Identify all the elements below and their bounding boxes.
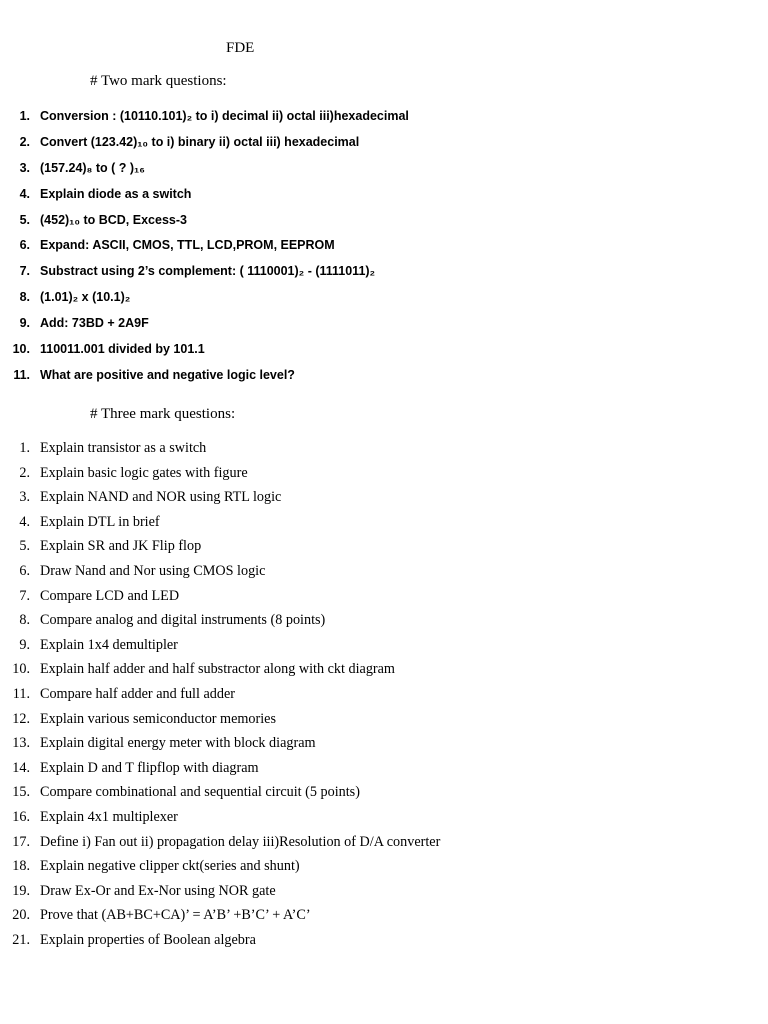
question-text: Expand: ASCII, CMOS, TTL, LCD,PROM, EEPROM xyxy=(40,238,335,253)
question-text: Explain DTL in brief xyxy=(40,513,160,530)
question-number: 2. xyxy=(19,464,30,481)
question-item xyxy=(0,684,620,709)
question-item xyxy=(0,287,600,313)
question-text: Explain D and T flipflop with diagram xyxy=(40,759,259,776)
question-text: Explain basic logic gates with figure xyxy=(40,464,248,481)
question-item xyxy=(0,210,600,236)
question-item xyxy=(0,881,620,906)
question-text: (452)₁₀ to BCD, Excess-3 xyxy=(40,212,187,227)
question-number: 6. xyxy=(19,562,30,579)
question-item xyxy=(0,930,620,955)
question-text: Draw Nand and Nor using CMOS logic xyxy=(40,562,266,579)
question-item xyxy=(0,261,600,287)
question-item xyxy=(0,758,620,783)
question-text: Explain properties of Boolean algebra xyxy=(40,931,256,948)
question-number: 12. xyxy=(12,710,30,727)
question-text: Draw Ex-Or and Ex-Nor using NOR gate xyxy=(40,882,276,899)
question-text: Convert (123.42)₁₀ to i) binary ii) octal iii) hexadecimal xyxy=(40,134,360,149)
question-number: 2. xyxy=(19,134,30,149)
question-number: 3. xyxy=(19,160,30,175)
question-text: Explain half adder and half substractor along with ckt diagram xyxy=(40,661,395,678)
question-item xyxy=(0,438,620,463)
question-item xyxy=(0,487,620,512)
question-text: Compare analog and digital instruments (8 points) xyxy=(40,612,326,629)
question-number: 20. xyxy=(12,907,30,924)
question-item xyxy=(0,659,620,684)
question-number: 19. xyxy=(12,882,30,899)
question-text: Explain 1x4 demultipler xyxy=(40,636,178,653)
question-item xyxy=(0,782,620,807)
question-item xyxy=(0,832,620,857)
two-mark-question-list xyxy=(0,106,600,391)
question-item xyxy=(0,339,600,365)
question-number: 9. xyxy=(19,636,30,653)
question-text: Prove that (AB+BC+CA)’ = A’B’ +B’C’ + A’C’ xyxy=(40,907,311,924)
question-text: Explain negative clipper ckt(series and shunt) xyxy=(40,858,300,875)
question-text: Explain 4x1 multiplexer xyxy=(40,808,178,825)
two-mark-heading: # Two mark questions: xyxy=(90,73,227,89)
question-text: Compare half adder and full adder xyxy=(40,685,235,702)
question-number: 15. xyxy=(12,784,30,801)
question-item xyxy=(0,132,600,158)
question-number: 8. xyxy=(19,290,30,305)
three-mark-question-list xyxy=(0,438,620,954)
question-number: 13. xyxy=(12,735,30,752)
question-number: 7. xyxy=(19,264,30,279)
question-number: 9. xyxy=(19,316,30,331)
question-text: (1.01)₂ x (10.1)₂ xyxy=(40,290,131,305)
question-text: Explain diode as a switch xyxy=(40,186,192,201)
question-item xyxy=(0,235,600,261)
question-number: 10. xyxy=(12,342,30,357)
question-number: 3. xyxy=(19,489,30,506)
question-number: 18. xyxy=(12,858,30,875)
question-item xyxy=(0,610,620,635)
question-item xyxy=(0,733,620,758)
question-number: 17. xyxy=(12,833,30,850)
question-text: 110011.001 divided by 101.1 xyxy=(40,342,205,357)
question-text: Conversion : (10110.101)₂ to i) decimal ii) octal iii)hexadecimal xyxy=(40,109,409,123)
question-number: 4. xyxy=(19,186,30,201)
question-number: 14. xyxy=(12,759,30,776)
question-text: Explain digital energy meter with block diagram xyxy=(40,735,316,752)
question-text: (157.24)₈ to ( ? )₁₆ xyxy=(40,160,145,175)
question-item xyxy=(0,635,620,660)
question-item xyxy=(0,365,600,391)
question-number: 11. xyxy=(12,685,30,702)
question-number: 5. xyxy=(19,212,30,227)
question-item xyxy=(0,313,600,339)
question-item xyxy=(0,463,620,488)
question-item xyxy=(0,709,620,734)
question-item xyxy=(0,905,620,930)
question-item xyxy=(0,586,620,611)
question-text: Compare combinational and sequential circuit (5 points) xyxy=(40,784,360,801)
question-number: 1. xyxy=(19,109,30,123)
question-number: 8. xyxy=(19,612,30,629)
question-number: 1. xyxy=(19,440,30,456)
document-title: FDE xyxy=(226,40,255,56)
question-text: Explain SR and JK Flip flop xyxy=(40,538,202,555)
question-number: 21. xyxy=(12,931,30,948)
question-number: 7. xyxy=(19,587,30,604)
question-text: Explain transistor as a switch xyxy=(40,440,207,456)
question-number: 11. xyxy=(13,367,30,382)
question-number: 4. xyxy=(19,513,30,530)
question-item xyxy=(0,158,600,184)
question-text: Define i) Fan out ii) propagation delay iii)Resolution of D/A converter xyxy=(40,833,441,850)
question-text: What are positive and negative logic level? xyxy=(40,367,295,382)
question-text: Explain various semiconductor memories xyxy=(40,710,277,727)
question-number: 16. xyxy=(12,808,30,825)
question-item xyxy=(0,512,620,537)
question-item xyxy=(0,106,600,132)
question-number: 6. xyxy=(19,238,30,253)
question-item xyxy=(0,807,620,832)
question-item xyxy=(0,561,620,586)
question-text: Substract using 2’s complement: ( 1110001)₂ - (1111011)₂ xyxy=(40,264,376,279)
question-number: 10. xyxy=(12,661,30,678)
question-text: Explain NAND and NOR using RTL logic xyxy=(40,489,282,506)
three-mark-heading: # Three mark questions: xyxy=(90,406,236,422)
question-text: Add: 73BD + 2A9F xyxy=(40,316,149,331)
question-text: Compare LCD and LED xyxy=(40,587,180,604)
question-item xyxy=(0,856,620,881)
question-item xyxy=(0,184,600,210)
question-number: 5. xyxy=(19,538,30,555)
question-item xyxy=(0,536,620,561)
